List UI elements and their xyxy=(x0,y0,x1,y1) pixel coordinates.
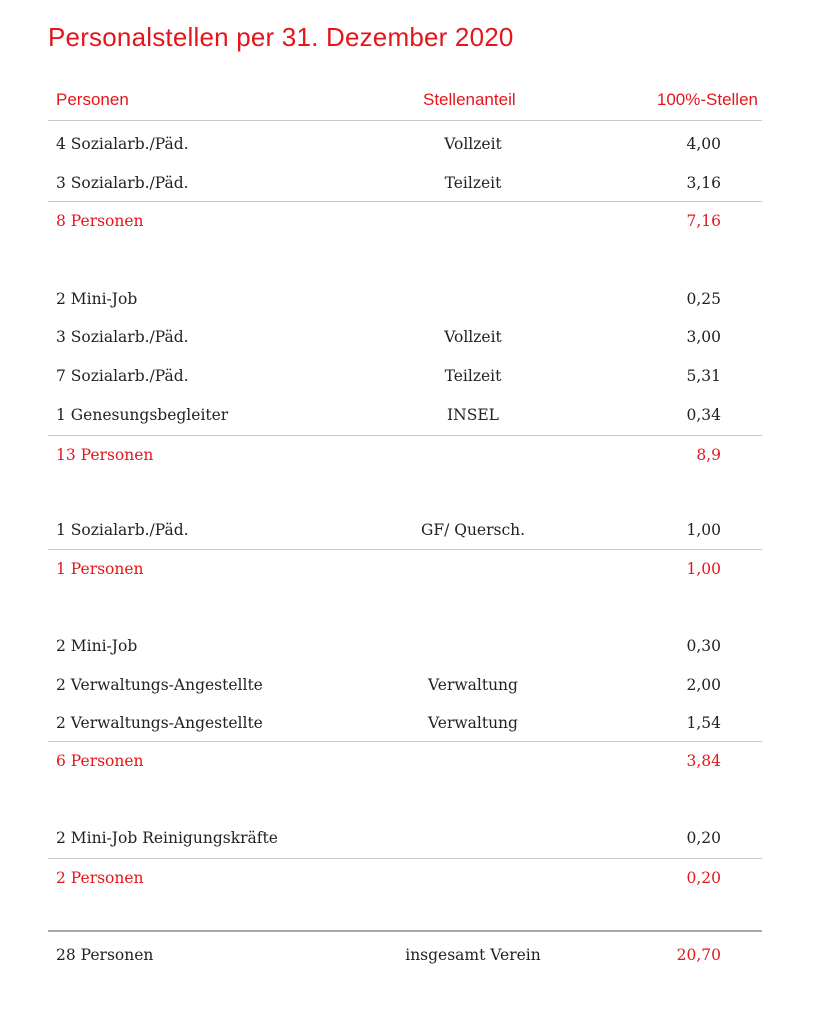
table-row xyxy=(48,396,762,434)
subtotal-personen: 1 Personen xyxy=(56,560,144,578)
subtotal-vollstellen: 3,84 xyxy=(686,752,721,770)
subtotal-vollstellen: 7,16 xyxy=(686,212,721,230)
table-row xyxy=(48,704,762,742)
cell-personen: 2 Mini-Job Reinigungskräfte xyxy=(56,829,278,847)
table-row xyxy=(48,511,762,549)
cell-stellenanteil: GF/ Quersch. xyxy=(420,521,526,539)
subtotal-row xyxy=(48,858,762,897)
table-row xyxy=(48,318,762,356)
cell-vollstellen: 0,30 xyxy=(686,637,721,655)
cell-stellenanteil: Teilzeit xyxy=(444,367,502,385)
table-header xyxy=(48,86,762,121)
subtotal-personen: 6 Personen xyxy=(56,752,144,770)
cell-vollstellen: 0,25 xyxy=(686,290,721,308)
subtotal-row xyxy=(48,741,762,780)
subtotal-personen: 8 Personen xyxy=(56,212,144,230)
cell-vollstellen: 0,34 xyxy=(686,406,721,424)
table-row xyxy=(48,627,762,665)
total-stellenanteil: insgesamt Verein xyxy=(405,946,541,964)
cell-stellenanteil: Vollzeit xyxy=(444,135,502,153)
header-personen: Personen xyxy=(56,90,129,109)
header-stellenanteil: Stellenanteil xyxy=(423,90,516,109)
subtotal-vollstellen: 1,00 xyxy=(686,560,721,578)
header-vollstellen: 100%-Stellen xyxy=(656,90,758,109)
cell-vollstellen: 0,20 xyxy=(686,829,721,847)
cell-vollstellen: 4,00 xyxy=(686,135,721,153)
cell-vollstellen: 3,00 xyxy=(686,328,721,346)
cell-personen: 2 Mini-Job xyxy=(56,637,138,655)
cell-stellenanteil: Verwaltung xyxy=(428,676,518,694)
cell-personen: 7 Sozialarb./Päd. xyxy=(56,367,189,385)
cell-personen: 4 Sozialarb./Päd. xyxy=(56,135,189,153)
subtotal-vollstellen: 0,20 xyxy=(686,869,721,887)
cell-stellenanteil: Teilzeit xyxy=(444,174,502,192)
cell-vollstellen: 3,16 xyxy=(686,174,721,192)
total-row xyxy=(48,930,762,980)
cell-vollstellen: 5,31 xyxy=(686,367,721,385)
cell-vollstellen: 1,00 xyxy=(686,521,721,539)
cell-personen: 2 Verwaltungs-Angestellte xyxy=(56,714,263,732)
subtotal-row xyxy=(48,435,762,474)
cell-vollstellen: 1,54 xyxy=(686,714,721,732)
table-row xyxy=(48,357,762,395)
cell-stellenanteil: INSEL xyxy=(447,406,499,424)
subtotal-personen: 13 Personen xyxy=(56,446,154,464)
cell-personen: 3 Sozialarb./Päd. xyxy=(56,328,189,346)
table-row xyxy=(48,164,762,202)
cell-stellenanteil: Verwaltung xyxy=(428,714,518,732)
cell-personen: 1 Sozialarb./Päd. xyxy=(56,521,189,539)
table-row xyxy=(48,819,762,857)
subtotal-vollstellen: 8,9 xyxy=(696,446,721,464)
subtotal-personen: 2 Personen xyxy=(56,869,144,887)
cell-stellenanteil: Vollzeit xyxy=(444,328,502,346)
total-personen: 28 Personen xyxy=(56,946,154,964)
cell-vollstellen: 2,00 xyxy=(686,676,721,694)
cell-personen: 2 Verwaltungs-Angestellte xyxy=(56,676,263,694)
page-title: Personalstellen per 31. Dezember 2020 xyxy=(48,22,514,52)
cell-personen: 3 Sozialarb./Päd. xyxy=(56,174,189,192)
cell-personen: 2 Mini-Job xyxy=(56,290,138,308)
total-vollstellen: 20,70 xyxy=(676,946,721,964)
subtotal-row xyxy=(48,549,762,588)
table-row xyxy=(48,125,762,163)
table-row xyxy=(48,280,762,318)
table-row xyxy=(48,666,762,704)
cell-personen: 1 Genesungsbegleiter xyxy=(56,406,229,424)
subtotal-row xyxy=(48,201,762,240)
